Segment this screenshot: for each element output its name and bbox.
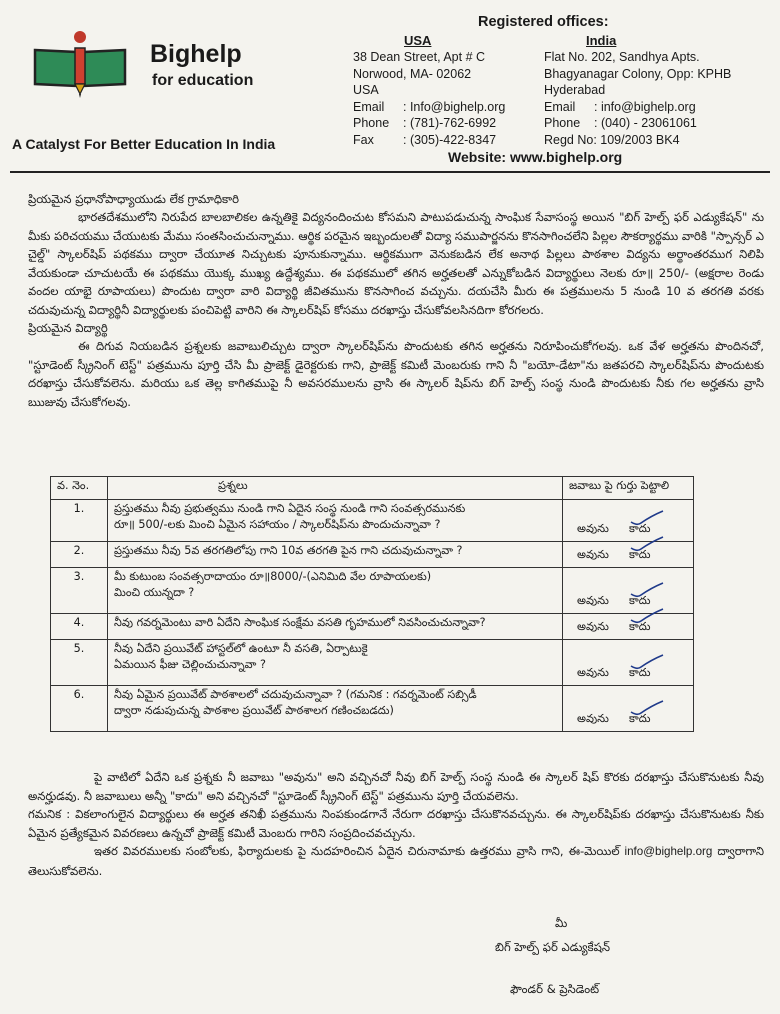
question-line: నీవు ఏదేని ప్రయివేట్ హాస్టల్‌లో ఉంటూ నీ వసతి, ఏర్పాటుకై — [114, 642, 368, 655]
closing-organisation: బిగ్ హెల్ప్ ఫర్ ఎడ్యుకేషన్ — [495, 940, 611, 954]
answer-no-option[interactable] — [629, 548, 650, 564]
answer-no-option[interactable] — [629, 666, 650, 682]
brand-subtitle: for education — [152, 72, 254, 89]
answer-yes-option[interactable]: అవును — [577, 522, 609, 535]
brand-name: Bighelp — [150, 40, 242, 68]
answer-no-option[interactable] — [629, 712, 650, 728]
contact-email[interactable]: info@bighelp.org — [624, 845, 713, 858]
table-row — [51, 542, 694, 568]
intro-paragraph: భారతదేశములోని నిరుపేద బాలబాలికల ఉన్నతికై విద్యనందించుట కోసమని పాటుపడుచున్న సాంఘిక సేవాసంస్థ అయిన "బిగ్ హెల్ప్ ఫర్ ఎడ్యుకేషన్" ను మీకు పరిచయము చేయుటకు మేము సంతసించుచున్నాము. ఆర్థిక పరమైన ఇబ్బందులతో విద్యా సముపార్జనను కొనసాగించలేని పిల్లల సౌకర్యార్థము వారికి "స్పాన్సర్ ఎ చైల్డ్" స్కాలర్‌షిప్ పథకము ద్వారా చేయూత నిచ్చుటకు పూనుకున్నాము. ఆర్థికముగా వెనుకబడిన లేక అనాథ పిల్లలు పాఠశాల విద్యను అర్థాంతరముగ నిలిపి వేయకుండా చూచుటయే ఈ పథకము యొక్క ముఖ్య ఉద్దేశ్యము. ఈ పథకములో తగిన అర్హతలతో ఎన్నుకోబడిన విద్యార్థులు నెలకు రూ॥ 250/- (అక్షరాల రెండు వందల యాభై రూపాయలు) పొందుట ద్వారా వారి విద్యార్థి జీవితమును కొనసాగించ వచ్చును. దయచేసి మీరు ఈ పత్రములను 5 నుండి 10 వ తరగతి వరకు చదువుచున్న విద్యార్థినీ విద్యార్థులకు పంచిపెట్టి వారిని ఈ స్కాలర్‌షిప్ కోసము దరఖాస్తు చేసుకోవలసినదిగా కోరగలరు. — [28, 210, 764, 317]
india-phone: : (040) - 23061061 — [594, 116, 697, 131]
salutation-student: ప్రియమైన విద్యార్థి — [28, 321, 108, 335]
col-header-questions: ప్రశ్నలు — [108, 477, 563, 500]
usa-phone: : (781)-762-6992 — [403, 116, 497, 131]
letter-section-2 — [28, 768, 764, 880]
check-mark-icon — [623, 606, 667, 626]
table-row — [51, 568, 694, 614]
india-regd-no: Regd No: 109/2003 BK4 — [544, 132, 680, 147]
check-mark-icon — [623, 580, 667, 600]
row-number: 6. — [51, 686, 108, 732]
question-line: రూ॥ 500/-లకు మించి ఏమైన సహాయం / స్కాలర్‌షిప్‌ను పొందుచున్నావా ? — [114, 518, 441, 531]
india-phone-key: Phone — [544, 116, 581, 131]
usa-email[interactable]: : Info@bighelp.org — [403, 99, 506, 114]
row-number: 4. — [51, 614, 108, 640]
india-address-line: Bhagyanagar Colony, Opp: KPHB — [544, 66, 732, 81]
table-row — [51, 640, 694, 686]
question-cell — [108, 614, 563, 640]
answer-yes-option[interactable]: అవును — [577, 620, 609, 633]
note-paragraph: గమనిక : వికలాంగులైన విద్యార్థులు ఈ అర్హత తనిఖీ పత్రమును నింపకుండగానే నేరుగా దరఖాస్తు చేసుకొనవచ్చును. ఈ స్కాలర్‌షిప్‌కు దరఖాస్తు చేసుకొనుటకు నీకు ఏమైన ప్రత్యేకమైన వివరణలు ఉన్నచో ప్రాజెక్ట్ కమిటీ మెంబరు గారిని సంప్రదించవచ్చును. — [28, 807, 764, 840]
india-email[interactable]: : info@bighelp.org — [594, 99, 696, 114]
answer-no-label: కాదు — [629, 594, 651, 607]
check-mark-icon — [623, 698, 667, 718]
eligibility-result-paragraph: పై వాటిలో ఏదేని ఒక ప్రశ్నకు నీ జవాబు "అవును" అని వచ్చినచో నీవు బిగ్ హెల్ప్ సంస్థ నుండి ఈ స్కాలర్ షిప్ కొరకు దరఖాస్తు చేసుకొనుటకు నీవు అనర్హుడవు. నీ జవాబులు అన్నీ "కాదు" అని వచ్చినచో "స్టూడెంట్ స్క్రీనింగ్ టెస్ట్" పత్రమును పూర్తి చేయవలెను. — [28, 770, 764, 803]
closing-mee: మీ — [555, 916, 568, 930]
row-number: 3. — [51, 568, 108, 614]
tagline: A Catalyst For Better Education In India — [12, 136, 276, 152]
table-header-row — [51, 477, 694, 500]
answer-no-label: కాదు — [629, 522, 651, 535]
check-mark-icon — [623, 652, 667, 672]
answer-cell — [563, 614, 694, 640]
question-cell — [108, 640, 563, 686]
table-row — [51, 686, 694, 732]
usa-label: USA — [404, 33, 432, 48]
question-cell — [108, 686, 563, 732]
answer-no-label: కాదు — [629, 666, 651, 679]
answer-cell — [563, 640, 694, 686]
eligibility-table — [50, 476, 694, 732]
col-header-serial: వ. నెం. — [51, 477, 108, 500]
student-paragraph: ఈ దిగువ నియబడిన ప్రశ్నలకు జవాబులిచ్చుట ద్వారా స్కాలర్‌షిప్‌ను పొందుటకు తగిన అర్హతను నిరూపించుకోగలవు. ఒక వేళ అర్హతను పొందినచో, "స్టూడెంట్ స్క్రీనింగ్ టెస్ట్" పత్రమును పూర్తి చేసి మీ ప్రాజెక్ట్ డైరెక్టరుకు గాని, ప్రాజెక్ట్ కమిటీ మెంబరుకు గాని నీ "బయో-డేటా"ను జతపరచి స్కాలర్‌షిప్‌ను పొందుటకు దరఖాస్తు చేసుకోవలెను. మరియు ఒక తెల్ల కాగితముపై నీ అవసరములను వ్రాసి ఈ స్కాలర్ షిప్‌ను బిగ్ హెల్ప్ సంస్థ నుండి పొందుటకు నీకు గల అర్హతను వ్రాసి ఋజువు చేసుకోగలవు. — [28, 339, 764, 409]
contact-paragraph — [28, 842, 764, 880]
answer-cell — [563, 686, 694, 732]
usa-fax: : (305)-422-8347 — [403, 132, 497, 147]
table-row — [51, 614, 694, 640]
question-cell — [108, 542, 563, 568]
bighelp-logo-icon — [30, 28, 130, 100]
col-header-answer: జవాబు పై గుర్తు పెట్టాలి — [563, 477, 694, 500]
india-address-line: Flat No. 202, Sandhya Apts. — [544, 50, 700, 64]
question-cell — [108, 500, 563, 542]
answer-yes-option[interactable]: అవును — [577, 548, 609, 561]
india-address — [544, 49, 731, 149]
question-line: మీ కుటుంబ సంవత్సరాదాయం రూ॥8000/-(ఎనిమిది వేల రూపాయలకు) — [114, 570, 432, 583]
answer-no-option[interactable] — [629, 620, 650, 636]
registered-offices-title: Registered offices: — [478, 14, 609, 30]
answer-yes-option[interactable]: అవును — [577, 594, 609, 607]
usa-phone-key: Phone — [353, 116, 390, 131]
table-row — [51, 500, 694, 542]
answer-cell — [563, 542, 694, 568]
usa-address — [353, 49, 505, 149]
question-line: నీవు ఏమైన ప్రయివేట్ పాఠశాలలో చదువుచున్నావా ? (గమనిక : గవర్నమెంట్ సబ్సిడీ — [114, 688, 477, 701]
answer-no-label: కాదు — [629, 712, 651, 725]
check-mark-icon — [623, 534, 667, 554]
answer-yes-option[interactable]: అవును — [577, 712, 609, 725]
answer-yes-option[interactable]: అవును — [577, 666, 609, 679]
contact-text: ఇతర వివరములకు సంబోలకు, ఫిర్యాదులకు పై నుదహరించిన ఏదైన చిరునామాకు ఉత్తరము వ్రాసి గాని, ఈ-మెయిల్ — [94, 844, 620, 858]
india-email-key: Email — [544, 99, 576, 114]
usa-address-line: Norwood, MA- 02062 — [353, 66, 472, 81]
letter-section-1 — [28, 190, 764, 411]
salutation-headmaster: ప్రియమైన ప్రధానోపాధ్యాయుడు లేక గ్రామాధికారి — [28, 192, 239, 206]
check-mark-icon — [623, 508, 667, 528]
closing-designation: ఫౌండర్ & ప్రెసిడెంట్ — [510, 982, 600, 996]
india-label: India — [586, 33, 617, 48]
question-line: నీవు గవర్నమెంటు వారి ఏదేని సాంఘిక సంక్షేమ వసతి గృహములో నివసించుచున్నావా? — [114, 616, 486, 629]
india-address-line: Hyderabad — [544, 83, 606, 98]
contact-text-end: ద్వారాగాని తెలుసుకోవలెను. — [28, 844, 765, 878]
question-line: మించి యున్నదా ? — [114, 586, 195, 599]
row-number: 2. — [51, 542, 108, 568]
website[interactable]: Website: www.bighelp.org — [448, 149, 623, 165]
question-cell — [108, 568, 563, 614]
usa-email-key: Email — [353, 99, 385, 114]
answer-no-label: కాదు — [629, 548, 651, 561]
row-number: 5. — [51, 640, 108, 686]
usa-fax-key: Fax — [353, 132, 374, 147]
row-number: 1. — [51, 500, 108, 542]
usa-address-line: USA — [353, 83, 379, 98]
question-line: ఏమయిన ఫీజు చెల్లించుచున్నావా ? — [114, 658, 266, 671]
answer-no-label: కాదు — [629, 620, 651, 633]
usa-address-line: 38 Dean Street, Apt # C — [353, 50, 486, 64]
question-line: ద్వారా నడుపుచున్న పాఠశాల ప్రయివేట్ పాఠశాలగ గణించబడదు) — [114, 704, 394, 717]
question-line: ప్రస్తుతము నీవు 5వ తరగతిలోపు గాని 10వ తరగతి పైన గాని చదువుచున్నావా ? — [114, 544, 463, 557]
header-divider — [10, 171, 770, 173]
question-line: ప్రస్తుతము నీవు ప్రభుత్వము నుండి గాని ఏదైన సంస్థ నుండి గాని సంవత్సరమునకు — [114, 502, 466, 515]
